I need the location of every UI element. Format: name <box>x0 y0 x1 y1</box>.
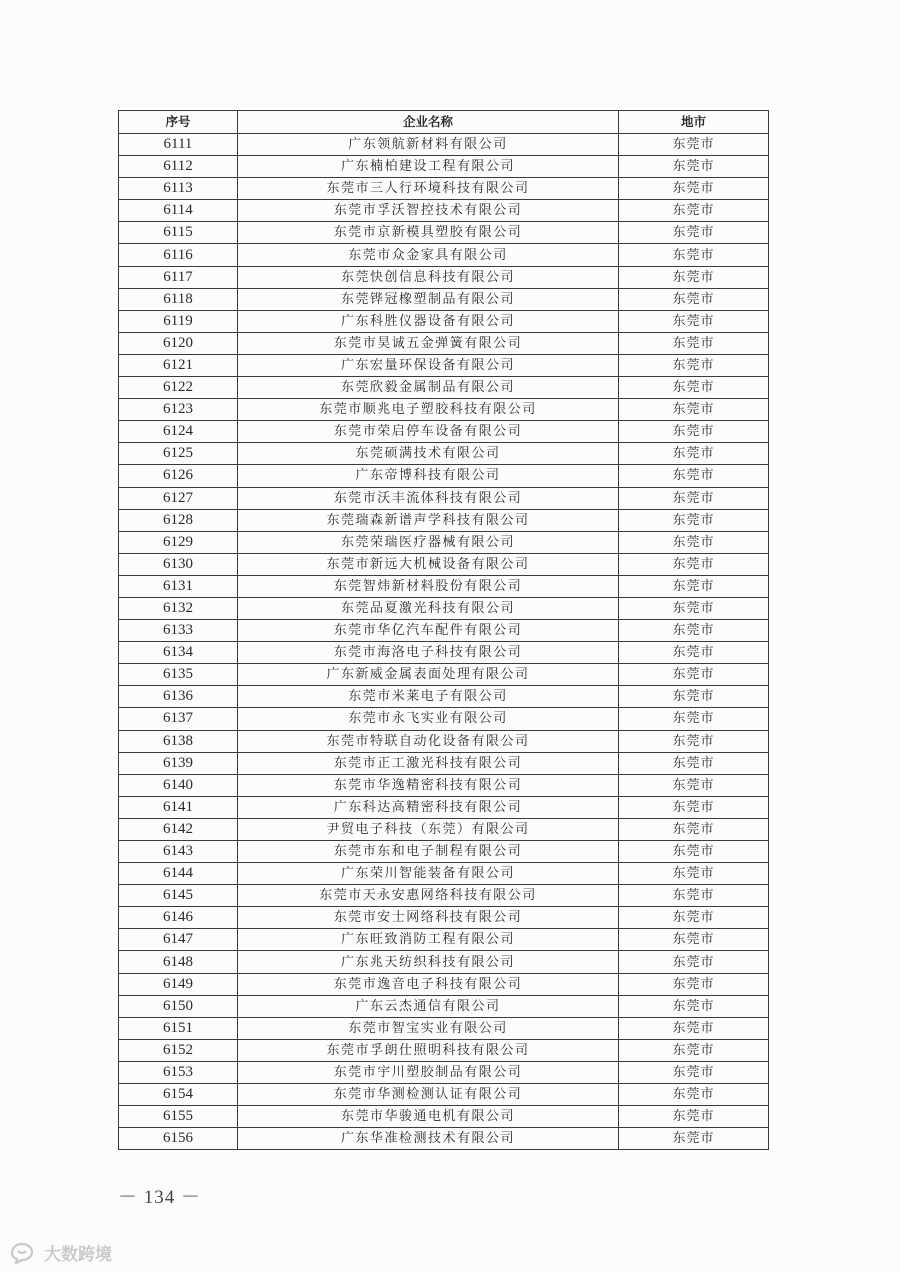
page-number: － 134 － <box>118 1187 202 1208</box>
row-city: 东莞市 <box>619 730 769 752</box>
table-row <box>119 664 769 686</box>
row-city: 东莞市 <box>619 1017 769 1039</box>
row-city: 东莞市 <box>619 134 769 156</box>
table-row <box>119 266 769 288</box>
row-seq: 6131 <box>119 575 238 597</box>
table-row <box>119 1084 769 1106</box>
row-company-name: 东莞市昊诚五金弹簧有限公司 <box>238 332 619 354</box>
table-row <box>119 134 769 156</box>
row-seq: 6111 <box>119 134 238 156</box>
row-city: 东莞市 <box>619 575 769 597</box>
row-company-name: 东莞品夏激光科技有限公司 <box>238 597 619 619</box>
watermark-text: 大数跨境 <box>44 1245 112 1265</box>
table-row <box>119 222 769 244</box>
row-city: 东莞市 <box>619 951 769 973</box>
row-city: 东莞市 <box>619 818 769 840</box>
table-body <box>119 134 769 1150</box>
row-company-name: 尹贸电子科技（东莞）有限公司 <box>238 818 619 840</box>
row-seq: 6112 <box>119 156 238 178</box>
table-row <box>119 421 769 443</box>
row-seq: 6143 <box>119 841 238 863</box>
table-row <box>119 752 769 774</box>
row-city: 东莞市 <box>619 686 769 708</box>
row-company-name: 东莞市华骏通电机有限公司 <box>238 1106 619 1128</box>
table-row <box>119 686 769 708</box>
row-seq: 6132 <box>119 597 238 619</box>
row-company-name: 东莞市顺兆电子塑胶科技有限公司 <box>238 399 619 421</box>
row-company-name: 东莞瑞森新谱声学科技有限公司 <box>238 509 619 531</box>
row-seq: 6145 <box>119 885 238 907</box>
table-row <box>119 841 769 863</box>
row-seq: 6119 <box>119 310 238 332</box>
row-company-name: 东莞市沃丰流体科技有限公司 <box>238 487 619 509</box>
row-city: 东莞市 <box>619 664 769 686</box>
row-city: 东莞市 <box>619 863 769 885</box>
row-seq: 6123 <box>119 399 238 421</box>
row-company-name: 广东帝博科技有限公司 <box>238 465 619 487</box>
row-seq: 6125 <box>119 443 238 465</box>
row-seq: 6142 <box>119 818 238 840</box>
row-company-name: 东莞硕满技术有限公司 <box>238 443 619 465</box>
table-row <box>119 156 769 178</box>
row-seq: 6150 <box>119 995 238 1017</box>
row-seq: 6144 <box>119 863 238 885</box>
row-city: 东莞市 <box>619 553 769 575</box>
row-city: 东莞市 <box>619 1061 769 1083</box>
row-city: 东莞市 <box>619 774 769 796</box>
table-row <box>119 907 769 929</box>
row-seq: 6136 <box>119 686 238 708</box>
table-row <box>119 730 769 752</box>
row-company-name: 广东云杰通信有限公司 <box>238 995 619 1017</box>
row-city: 东莞市 <box>619 796 769 818</box>
table-row <box>119 951 769 973</box>
row-company-name: 东莞欣毅金属制品有限公司 <box>238 377 619 399</box>
table-row <box>119 620 769 642</box>
table-row <box>119 465 769 487</box>
table-row <box>119 929 769 951</box>
row-city: 东莞市 <box>619 399 769 421</box>
row-seq: 6127 <box>119 487 238 509</box>
row-seq: 6120 <box>119 332 238 354</box>
table-row <box>119 531 769 553</box>
row-company-name: 东莞市天永安惠网络科技有限公司 <box>238 885 619 907</box>
table-row <box>119 377 769 399</box>
row-city: 东莞市 <box>619 885 769 907</box>
row-city: 东莞市 <box>619 620 769 642</box>
row-city: 东莞市 <box>619 841 769 863</box>
row-city: 东莞市 <box>619 156 769 178</box>
table-row <box>119 288 769 310</box>
row-company-name: 东莞市三人行环境科技有限公司 <box>238 178 619 200</box>
row-company-name: 广东荣川智能装备有限公司 <box>238 863 619 885</box>
row-city: 东莞市 <box>619 708 769 730</box>
row-company-name: 东莞市华逸精密科技有限公司 <box>238 774 619 796</box>
table-header <box>119 111 769 134</box>
row-company-name: 广东宏量环保设备有限公司 <box>238 354 619 376</box>
row-company-name: 东莞市正工激光科技有限公司 <box>238 752 619 774</box>
row-company-name: 东莞市孚朗仕照明科技有限公司 <box>238 1039 619 1061</box>
row-seq: 6115 <box>119 222 238 244</box>
row-city: 东莞市 <box>619 1106 769 1128</box>
row-seq: 6153 <box>119 1061 238 1083</box>
table-row <box>119 863 769 885</box>
row-company-name: 广东科胜仪器设备有限公司 <box>238 310 619 332</box>
table-row <box>119 597 769 619</box>
table-row <box>119 708 769 730</box>
row-seq: 6148 <box>119 951 238 973</box>
row-seq: 6156 <box>119 1128 238 1150</box>
row-seq: 6152 <box>119 1039 238 1061</box>
row-company-name: 东莞市众金家具有限公司 <box>238 244 619 266</box>
watermark <box>8 1240 112 1265</box>
row-company-name: 东莞智炜新材料股份有限公司 <box>238 575 619 597</box>
row-company-name: 东莞市华测检测认证有限公司 <box>238 1084 619 1106</box>
chat-bubble-logo-icon <box>8 1242 38 1264</box>
row-company-name: 广东兆天纺织科技有限公司 <box>238 951 619 973</box>
table-row <box>119 443 769 465</box>
row-city: 东莞市 <box>619 642 769 664</box>
table-row <box>119 885 769 907</box>
row-company-name: 广东楠柏建设工程有限公司 <box>238 156 619 178</box>
row-seq: 6140 <box>119 774 238 796</box>
row-seq: 6118 <box>119 288 238 310</box>
row-company-name: 广东新威金属表面处理有限公司 <box>238 664 619 686</box>
row-company-name: 东莞市孚沃智控技术有限公司 <box>238 200 619 222</box>
row-city: 东莞市 <box>619 244 769 266</box>
row-seq: 6149 <box>119 973 238 995</box>
row-seq: 6128 <box>119 509 238 531</box>
row-city: 东莞市 <box>619 531 769 553</box>
row-seq: 6146 <box>119 907 238 929</box>
table-row <box>119 1039 769 1061</box>
table-row <box>119 1017 769 1039</box>
row-seq: 6138 <box>119 730 238 752</box>
table-row <box>119 310 769 332</box>
header-row <box>119 111 769 134</box>
row-city: 东莞市 <box>619 200 769 222</box>
row-company-name: 东莞市安士网络科技有限公司 <box>238 907 619 929</box>
row-city: 东莞市 <box>619 509 769 531</box>
header-company-name: 企业名称 <box>238 111 619 134</box>
row-company-name: 东莞市特联自动化设备有限公司 <box>238 730 619 752</box>
row-seq: 6116 <box>119 244 238 266</box>
enterprise-table <box>118 110 769 1150</box>
table-row <box>119 399 769 421</box>
row-company-name: 广东领航新材料有限公司 <box>238 134 619 156</box>
table-row <box>119 818 769 840</box>
header-seq: 序号 <box>119 111 238 134</box>
row-seq: 6126 <box>119 465 238 487</box>
header-city: 地市 <box>619 111 769 134</box>
row-seq: 6141 <box>119 796 238 818</box>
row-company-name: 广东旺致消防工程有限公司 <box>238 929 619 951</box>
row-city: 东莞市 <box>619 377 769 399</box>
row-company-name: 东莞市新远大机械设备有限公司 <box>238 553 619 575</box>
row-company-name: 东莞市荣启停车设备有限公司 <box>238 421 619 443</box>
row-company-name: 东莞市华亿汽车配件有限公司 <box>238 620 619 642</box>
row-city: 东莞市 <box>619 597 769 619</box>
row-city: 东莞市 <box>619 310 769 332</box>
row-city: 东莞市 <box>619 907 769 929</box>
row-seq: 6122 <box>119 377 238 399</box>
table-row <box>119 796 769 818</box>
row-city: 东莞市 <box>619 752 769 774</box>
row-seq: 6117 <box>119 266 238 288</box>
table-row <box>119 575 769 597</box>
row-seq: 6133 <box>119 620 238 642</box>
row-company-name: 东莞市海洛电子科技有限公司 <box>238 642 619 664</box>
table-row <box>119 1061 769 1083</box>
row-seq: 6155 <box>119 1106 238 1128</box>
row-city: 东莞市 <box>619 443 769 465</box>
row-city: 东莞市 <box>619 421 769 443</box>
row-city: 东莞市 <box>619 332 769 354</box>
row-company-name: 东莞市米莱电子有限公司 <box>238 686 619 708</box>
table-row <box>119 553 769 575</box>
row-seq: 6121 <box>119 354 238 376</box>
table-row <box>119 178 769 200</box>
row-city: 东莞市 <box>619 1128 769 1150</box>
row-seq: 6154 <box>119 1084 238 1106</box>
row-city: 东莞市 <box>619 487 769 509</box>
table-row <box>119 487 769 509</box>
table-row <box>119 332 769 354</box>
table-row <box>119 354 769 376</box>
row-city: 东莞市 <box>619 354 769 376</box>
row-company-name: 东莞市智宝实业有限公司 <box>238 1017 619 1039</box>
row-city: 东莞市 <box>619 929 769 951</box>
row-company-name: 广东华准检测技术有限公司 <box>238 1128 619 1150</box>
row-company-name: 东莞市东和电子制程有限公司 <box>238 841 619 863</box>
row-company-name: 东莞市逸音电子科技有限公司 <box>238 973 619 995</box>
row-city: 东莞市 <box>619 1084 769 1106</box>
row-company-name: 东莞荣瑞医疗器械有限公司 <box>238 531 619 553</box>
row-company-name: 东莞市永飞实业有限公司 <box>238 708 619 730</box>
row-seq: 6134 <box>119 642 238 664</box>
row-city: 东莞市 <box>619 178 769 200</box>
row-city: 东莞市 <box>619 266 769 288</box>
row-seq: 6124 <box>119 421 238 443</box>
table-row <box>119 1128 769 1150</box>
row-seq: 6130 <box>119 553 238 575</box>
row-seq: 6151 <box>119 1017 238 1039</box>
row-city: 东莞市 <box>619 995 769 1017</box>
row-company-name: 东莞市京新模具塑胶有限公司 <box>238 222 619 244</box>
row-seq: 6135 <box>119 664 238 686</box>
row-seq: 6139 <box>119 752 238 774</box>
row-seq: 6114 <box>119 200 238 222</box>
table-row <box>119 1106 769 1128</box>
table-row <box>119 973 769 995</box>
row-company-name: 东莞快创信息科技有限公司 <box>238 266 619 288</box>
table-row <box>119 642 769 664</box>
row-city: 东莞市 <box>619 1039 769 1061</box>
row-seq: 6137 <box>119 708 238 730</box>
table-row <box>119 244 769 266</box>
table-row <box>119 774 769 796</box>
row-seq: 6147 <box>119 929 238 951</box>
row-company-name: 广东科达高精密科技有限公司 <box>238 796 619 818</box>
row-company-name: 东莞铧冠橡塑制品有限公司 <box>238 288 619 310</box>
row-seq: 6113 <box>119 178 238 200</box>
table-row <box>119 995 769 1017</box>
row-city: 东莞市 <box>619 222 769 244</box>
table-row <box>119 509 769 531</box>
table-row <box>119 200 769 222</box>
row-city: 东莞市 <box>619 465 769 487</box>
row-company-name: 东莞市宇川塑胶制品有限公司 <box>238 1061 619 1083</box>
row-seq: 6129 <box>119 531 238 553</box>
row-city: 东莞市 <box>619 288 769 310</box>
row-city: 东莞市 <box>619 973 769 995</box>
